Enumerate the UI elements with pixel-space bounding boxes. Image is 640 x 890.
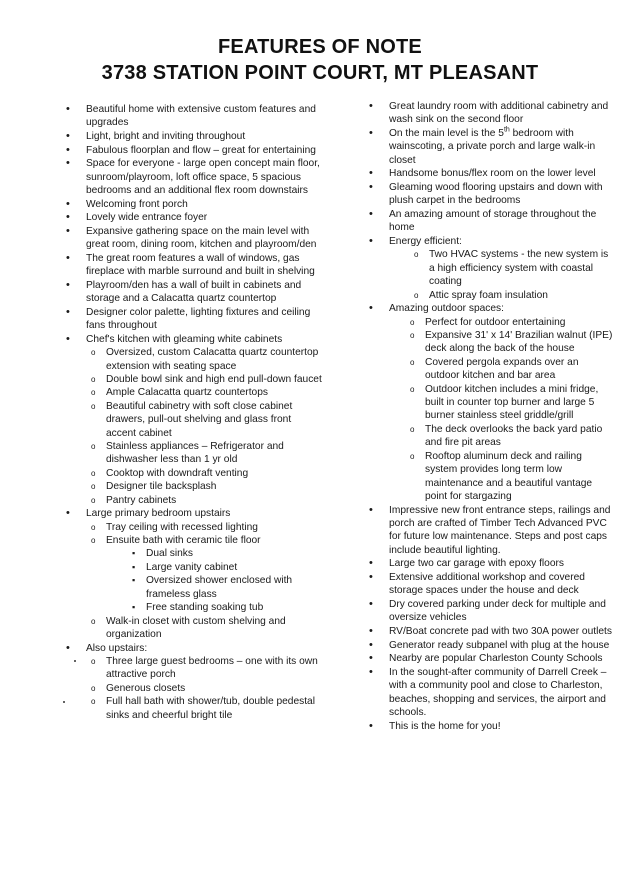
list-item: • This is the home for you! [369, 720, 615, 733]
right-feature-list [369, 100, 615, 733]
sub-sub-list-item: ▪ Oversized shower enclosed with frameless glass [128, 574, 322, 601]
ensuite-sublist [128, 547, 322, 614]
sub-list-item: o Three large guest bedrooms – one with its own attractive porch [88, 655, 322, 682]
sub-list-item: o Beautiful cabinetry with soft close cabinet drawers, pull-out shelving and glass front accent cabinet [88, 400, 322, 440]
sub-list-item: o Pantry cabinets [88, 494, 322, 507]
bedroom-5-text-a: On the main level is the 5 [389, 128, 504, 139]
sub-list-item: o Attic spray foam insulation [411, 289, 615, 302]
list-item: • Extensive additional workshop and covered storage spaces under the house and deck [369, 571, 615, 598]
upstairs-heading: Also upstairs: [86, 642, 148, 654]
kitchen-heading: Chef's kitchen with gleaming white cabinets [86, 333, 283, 345]
sub-sub-list-item: ▪ Free standing soaking tub [128, 601, 322, 614]
sub-list-item: o The deck overlooks the back yard patio and fire pit areas [407, 423, 615, 450]
list-item [369, 127, 615, 167]
list-item: • Gleaming wood flooring upstairs and down with plush carpet in the bedrooms [369, 181, 615, 208]
right-column [369, 100, 615, 733]
sub-list-item [88, 534, 322, 614]
list-item: • Impressive new front entrance steps, railings and porch are crafted of Timber Tech Advanced PVC for future low maintenance. Steps and post caps include beautiful lighting. [369, 504, 615, 558]
list-item: • Space for everyone - large open concept main floor, sunroom/playroom, loft office space, 5 spacious bedrooms and an additional flex room downstairs [66, 157, 322, 197]
list-item: • Expansive gathering space on the main level with great room, dining room, kitchen and playroom/den [66, 225, 322, 252]
list-item: • Welcoming front porch [66, 198, 322, 211]
sub-list-item: o Walk-in closet with custom shelving and organization [88, 615, 322, 642]
kitchen-sublist [88, 346, 322, 507]
sub-list-item: o Covered pergola expands over an outdoor kitchen and bar area [407, 356, 615, 383]
list-item: • The great room features a wall of windows, gas fireplace with marble surround and built in shelving [66, 252, 322, 279]
left-feature-list [66, 103, 322, 722]
bedroom-5-text-b: bedroom with wainscoting, a private porch and large walk-in closet [389, 128, 596, 166]
sub-list-item: o Cooktop with downdraft venting [88, 467, 322, 480]
sub-list-item: o Oversized, custom Calacatta quartz countertop extension with seating space [88, 346, 322, 373]
sub-list-item: o Outdoor kitchen includes a mini fridge, built in counter top burner and large 5 burner stainless steel griddle/grill [407, 383, 615, 423]
list-item: • Light, bright and inviting throughout [66, 130, 322, 143]
list-item: • Lovely wide entrance foyer [66, 211, 322, 224]
upstairs-sublist [88, 655, 322, 722]
list-item: • Generator ready subpanel with plug at the house [369, 639, 615, 652]
list-item: • Beautiful home with extensive custom features and upgrades [66, 103, 322, 130]
sub-list-item: o Stainless appliances – Refrigerator and dishwasher less than 1 yr old [88, 440, 322, 467]
sub-list-item: o Perfect for outdoor entertaining [407, 316, 615, 329]
list-item: • In the sought-after community of Darrell Creek – with a community pool and close to Charleston, beaches, shopping and services, the airport and schools. [369, 666, 615, 720]
list-item: • Fabulous floorplan and flow – great for entertaining [66, 144, 322, 157]
page-title-line-1: FEATURES OF NOTE [218, 36, 422, 58]
scan-speck [74, 660, 76, 662]
sub-list-item: o Full hall bath with shower/tub, double pedestal sinks and cheerful bright tile [88, 695, 322, 722]
outdoor-sublist [407, 316, 615, 504]
sub-sub-list-item: ▪ Large vanity cabinet [128, 561, 322, 574]
sub-list-item: o Ample Calacatta quartz countertops [88, 386, 322, 399]
sub-list-item: o Tray ceiling with recessed lighting [88, 521, 322, 534]
sub-list-item: o Double bowl sink and high end pull-down faucet [88, 373, 322, 386]
list-item: • Large two car garage with epoxy floors [369, 557, 615, 570]
ensuite-heading: Ensuite bath with ceramic tile floor [106, 535, 261, 547]
sub-list-item: o Designer tile backsplash [88, 480, 322, 493]
list-item [66, 642, 322, 722]
list-item: • Playroom/den has a wall of built in cabinets and storage and a Calacatta quartz countertop [66, 279, 322, 306]
sub-sub-list-item: ▪ Dual sinks [128, 547, 322, 560]
primary-bedroom-sublist [88, 521, 322, 642]
energy-sublist [411, 248, 615, 302]
page-title-line-2: 3738 STATION POINT COURT, MT PLEASANT [101, 62, 539, 84]
sub-list-item: o Generous closets [88, 682, 322, 695]
list-item: • Dry covered parking under deck for multiple and oversize vehicles [369, 598, 615, 625]
energy-heading: Energy efficient: [389, 236, 462, 247]
ordinal-suffix: th [503, 126, 510, 134]
list-item [66, 333, 322, 507]
list-item [369, 235, 615, 302]
sub-list-item: o Rooftop aluminum deck and railing system provides long term low maintenance and a beautiful vantage point for stargazing [407, 450, 615, 504]
outdoor-heading: Amazing outdoor spaces: [389, 303, 504, 315]
sub-list-item: o Two HVAC systems - the new system is a high efficiency system with coastal coating [411, 248, 615, 288]
primary-bedroom-heading: Large primary bedroom upstairs [86, 508, 231, 520]
list-item: • RV/Boat concrete pad with two 30A power outlets [369, 625, 615, 638]
sub-list-item: o Expansive 31' x 14' Brazilian walnut (IPE) deck along the back of the house [407, 329, 615, 356]
list-item: • An amazing amount of storage throughout the home [369, 208, 615, 235]
list-item: • Nearby are popular Charleston County Schools [369, 652, 615, 665]
list-item [66, 507, 322, 641]
list-item [369, 302, 615, 503]
list-item: • Designer color palette, lighting fixtures and ceiling fans throughout [66, 306, 322, 333]
list-item: • Handsome bonus/flex room on the lower level [369, 167, 615, 180]
left-column [66, 103, 322, 722]
list-item: • Great laundry room with additional cabinetry and wash sink on the second floor [369, 100, 615, 127]
scan-speck [63, 701, 65, 703]
